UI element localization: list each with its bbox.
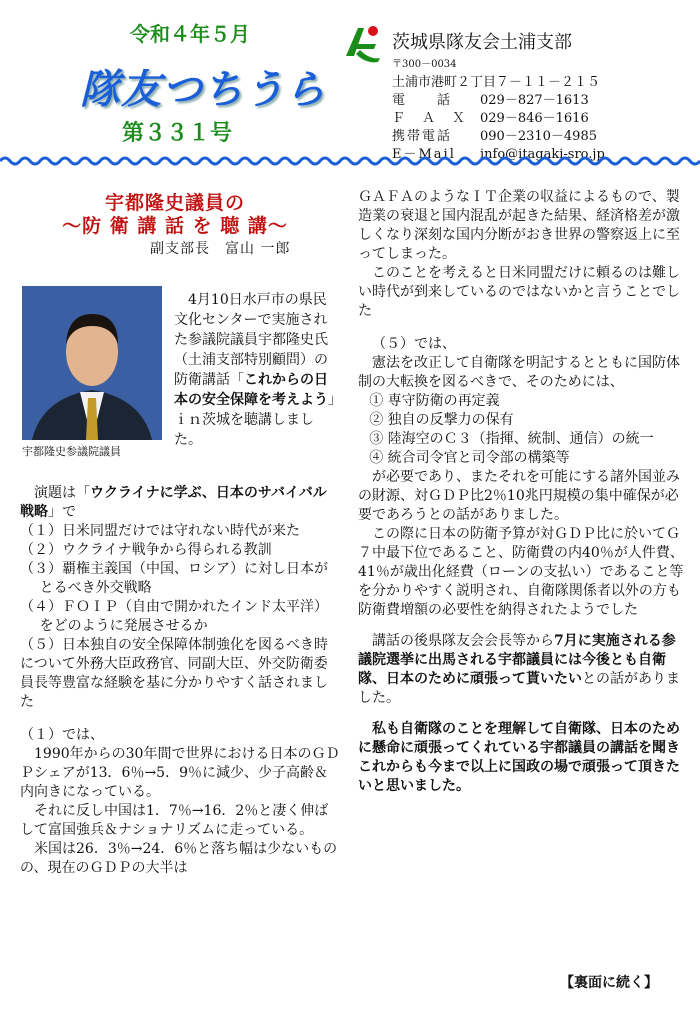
section1-continued: ＧＡＦＡのようなＩＴ企業の収益によるもので、製造業の衰退と国内混乱が起きた結果、経済格差が激しくなり深刻な国内分断がおき世界の警察返上に至ってしまった。 bbox=[358, 189, 680, 262]
list-item: （５）日本独自の安全保障体制強化を図るべき時 bbox=[20, 637, 328, 653]
section5-head: （５）では、 bbox=[372, 336, 456, 352]
wave-divider bbox=[0, 155, 700, 167]
article-author: 副支部長 富山 一郎 bbox=[150, 241, 291, 257]
intro-text-a: 4月10日水戸市の県民文化センターで実施された参議院議員宇都隆史氏（土浦支部特別顧問）の防衛講話「 bbox=[174, 292, 328, 388]
article-title bbox=[20, 192, 330, 238]
fax-number: 029－846－1616 bbox=[480, 111, 589, 126]
section1-conclusion: このことを考えると日米同盟だけに頼るのは難しい時代が到来しているのではないかと言うことでした bbox=[358, 265, 680, 319]
zip-code: 〒300－0034 bbox=[392, 59, 457, 70]
list-item: （３）覇権主義国（中国、ロシア）に対し日本がとるべき外交戦略 bbox=[20, 561, 328, 596]
section1-paragraph: 米国は26．3％→24．6％と落ち幅は少ないものの、現在のＧＤＰの大半は bbox=[20, 841, 338, 876]
unit-logo-icon bbox=[340, 22, 384, 66]
theme-paragraph bbox=[20, 484, 340, 522]
list-item: ④ 統合司令官と司令部の構築等 bbox=[369, 450, 570, 466]
closing-text-c: との話がありました。 bbox=[358, 671, 680, 706]
intro-paragraph bbox=[174, 290, 336, 450]
list-item: （２）ウクライナ戦争から得られる教訓 bbox=[20, 542, 272, 558]
email-label: E－Mail bbox=[392, 147, 456, 162]
theme-text-c: 」で bbox=[48, 504, 76, 520]
section5-paragraph: 憲法を改正して自衛隊を明記するとともに国防体制の大転換を図るべきで、そのためには、 bbox=[358, 355, 680, 390]
photo-caption: 宇都隆史参議院議員 bbox=[22, 445, 121, 458]
intro-text-c: 」ｉｎ茨城を聴講しました。 bbox=[174, 392, 335, 448]
phone-number: 029－827－1613 bbox=[480, 93, 589, 108]
theme-text-a: 演題は「 bbox=[34, 485, 90, 501]
fax-label: Ｆ Ａ Ｘ bbox=[392, 111, 468, 126]
intro-lecture-title: これからの日本の安全保障を考えよう bbox=[174, 372, 328, 408]
mobile-number: 090－2310－4985 bbox=[480, 129, 597, 144]
email-address: info@itagaki-sro.jp bbox=[480, 147, 605, 162]
closing-paragraph bbox=[358, 632, 684, 708]
phone-label: 電 話 bbox=[392, 93, 453, 108]
summary-paragraph: について外務大臣政務官、同副大臣、外交防衛委員長等豊富な経験を基に分かりやすく話されました bbox=[20, 656, 328, 710]
address: 土浦市港町２丁目７－１１－２１５ bbox=[392, 75, 601, 90]
section5-paragraph: が必要であり、またそれを可能にする諸外国並みの財源、対ＧＤＰ比2％10兆円規模の集中確保が必要であろうとの話がありました。 bbox=[358, 469, 680, 523]
list-item: ① 専守防衛の再定義 bbox=[369, 393, 500, 409]
contact-block bbox=[392, 56, 605, 164]
newsletter-title: 隊友つちうら bbox=[80, 67, 326, 113]
list-item: ③ 陸海空のＣ３（指揮、統制、通信）の統一 bbox=[369, 431, 654, 447]
theme-title: ウクライナに学ぶ、日本のサバイバル戦略 bbox=[20, 485, 327, 520]
closing-highlight: 7月に実施される参議院選挙に出馬される宇都議員には今後とも自衛隊、日本のために頑張って貰いたい bbox=[358, 633, 676, 687]
article-title-line1: 宇都隆史議員の bbox=[104, 192, 245, 214]
issue-number: 第３３１号 bbox=[122, 121, 233, 146]
section5-paragraph: この際に日本の防衛予算が対ＧＤＰ比に於いてＧ７中最下位であること、防衛費の内40％が人件費、41％が歳出化経費（ローンの支払い）であること等を分かりやすく説明され、自衛隊関係者以外の方も防衛費増額の必要性を納得されたようでした bbox=[358, 526, 684, 618]
right-column-body bbox=[358, 188, 684, 796]
continued-notice: 【裏面に続く】 bbox=[560, 975, 658, 991]
article-title-line2: ～防 衛 講 話 を 聴 講～ bbox=[62, 215, 288, 237]
list-item: （４）ＦＯＩＰ（自由で開かれたインド太平洋）をどのように発展させるか bbox=[20, 599, 328, 634]
section1-paragraph: それに反し中国は1．7％→16．2％と凄く伸ばして富国強兵＆ナショナリズムに走っている。 bbox=[20, 803, 329, 838]
list-item: （１）日米同盟だけでは守れない時代が来た bbox=[20, 523, 300, 539]
mobile-label: 携帯電話 bbox=[392, 129, 453, 144]
section1-paragraph: 1990年からの30年間で世界における日本のＧＤＰシェアが13．6％→5．9％に減少、少子高齢＆内向きになっている。 bbox=[20, 746, 340, 800]
final-paragraph: 私も自衛隊のことを理解して自衛隊、日本のために懸命に頑張ってくれている宇都議員の講話を聞きこれからも今まで以上に国政の場で頑張って頂きたいと思いました。 bbox=[358, 721, 680, 794]
list-item: ② 独自の反撃力の保有 bbox=[369, 412, 514, 428]
section1-head: （１）では、 bbox=[20, 727, 104, 743]
closing-text-a: 講話の後県隊友会会長等から bbox=[372, 633, 554, 649]
issue-date: 令和４年５月 bbox=[130, 22, 250, 46]
speaker-photo bbox=[22, 286, 162, 440]
org-name: 茨城県隊友会土浦支部 bbox=[392, 32, 572, 53]
left-column-body bbox=[20, 484, 340, 878]
